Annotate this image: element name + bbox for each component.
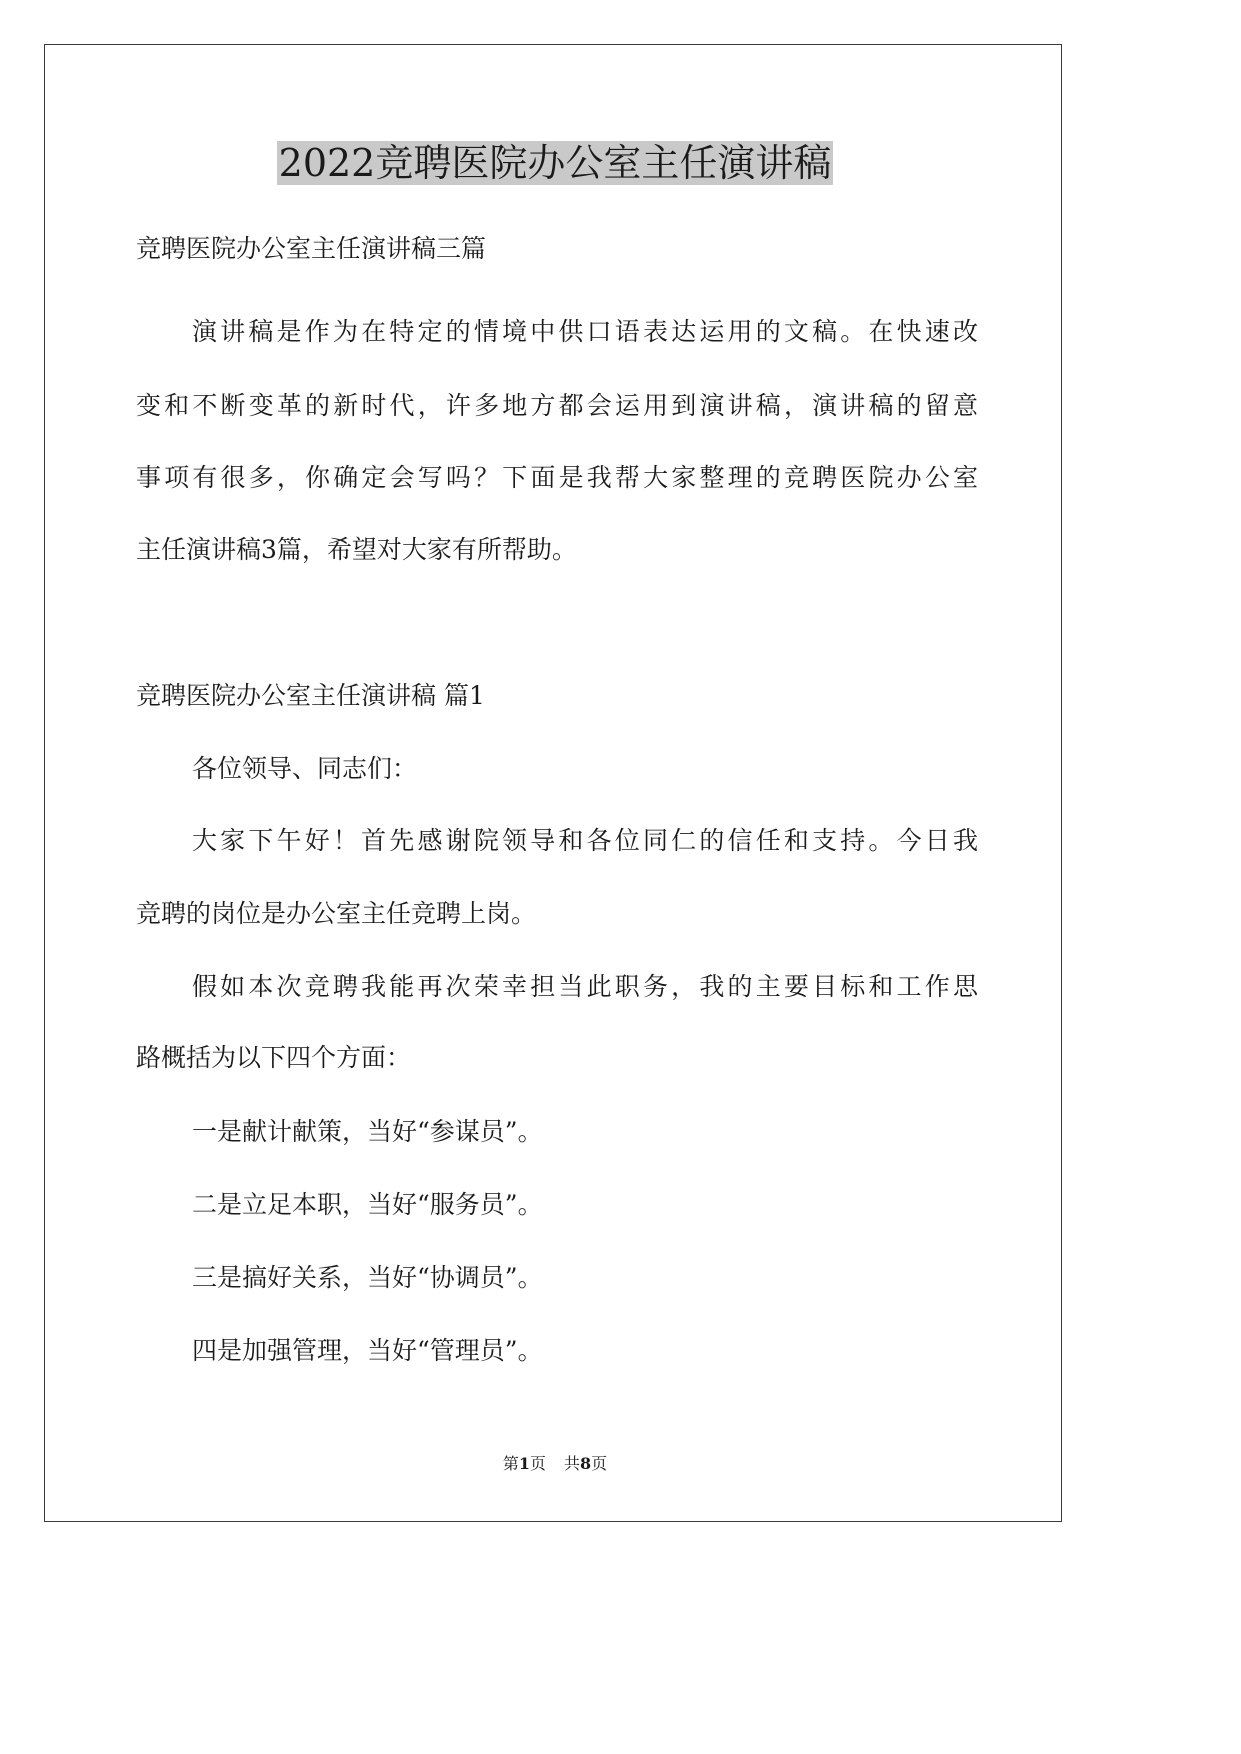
document-title	[0, 136, 1110, 190]
current-page-number: 1	[518, 1454, 530, 1473]
intro-line: 演讲稿是作为在特定的情境中供口语表达运用的文稿。在快速改	[192, 317, 978, 346]
paragraph-line: 大家下午好！首先感谢院领导和各位同仁的信任和支持。今日我	[192, 826, 978, 855]
salutation: 各位领导、同志们：	[192, 754, 418, 783]
list-item: 二是立足本职，当好“服务员”。	[192, 1190, 543, 1219]
paragraph-line: 路概括为以下四个方面：	[136, 1043, 412, 1072]
footer-suffix: 页	[529, 1454, 546, 1473]
list-item: 一是献计献策，当好“参谋员”。	[192, 1117, 543, 1146]
footer-total-suffix: 页	[591, 1454, 608, 1473]
document-title-text: 2022竞聘医院办公室主任演讲稿	[278, 141, 832, 185]
paragraph-line: 假如本次竞聘我能再次荣幸担当此职务，我的主要目标和工作思	[192, 972, 978, 1001]
section-heading: 竞聘医院办公室主任演讲稿 篇1	[136, 681, 485, 710]
intro-line: 变和不断变革的新时代，许多地方都会运用到演讲稿，演讲稿的留意	[136, 391, 978, 420]
intro-line: 主任演讲稿3篇，希望对大家有所帮助。	[136, 535, 577, 564]
footer-total-prefix: 共	[564, 1454, 581, 1473]
list-item: 三是搞好关系，当好“协调员”。	[192, 1263, 543, 1292]
page-footer	[0, 1452, 1110, 1476]
total-page-count: 8	[580, 1454, 592, 1473]
list-item: 四是加强管理，当好“管理员”。	[192, 1336, 543, 1365]
intro-line: 事项有很多，你确定会写吗？下面是我帮大家整理的竞聘医院办公室	[136, 463, 978, 492]
paragraph-line: 竞聘的岗位是办公室主任竞聘上岗。	[136, 899, 537, 928]
footer-prefix: 第	[502, 1454, 519, 1473]
document-subtitle: 竞聘医院办公室主任演讲稿三篇	[136, 234, 487, 263]
